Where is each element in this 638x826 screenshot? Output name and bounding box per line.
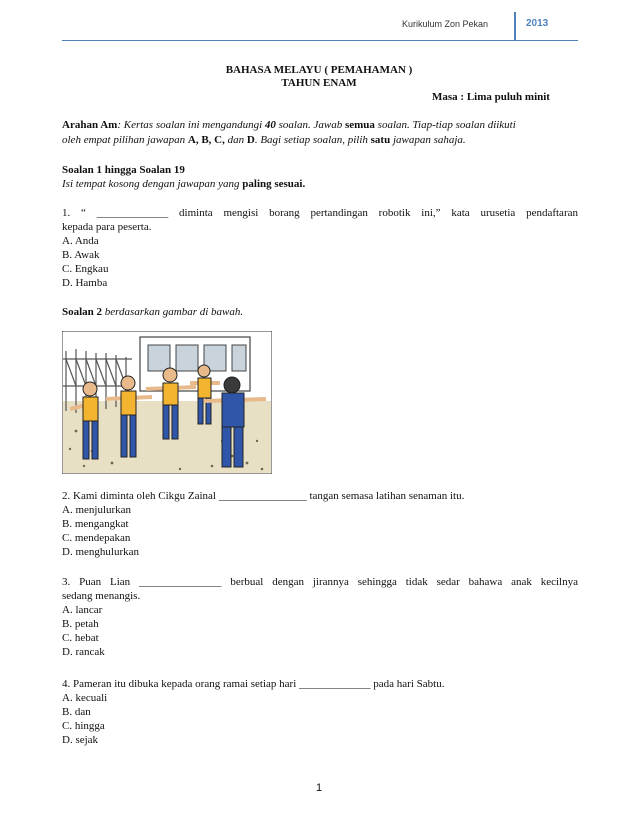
q4-option-d: D. sejak (62, 734, 99, 746)
instructions-label: Arahan Am (62, 119, 118, 131)
q2-option-a: A. menjulurkan (62, 504, 132, 516)
question-4-text: 4. Pameran itu dibuka kepada orang ramai setiap hari _____________ pada hari Sabtu. (62, 678, 445, 690)
q2-option-d: D. menghulurkan (62, 546, 139, 558)
section-title: Soalan 1 hingga Soalan 19 (62, 164, 185, 176)
title-time: Masa : Lima puluh minit (432, 91, 550, 103)
q4-option-b: B. dan (62, 706, 91, 718)
instructions-line-1: Arahan Am: Kertas soalan ini mengandungi 40 soalan. Jawab semua soalan. Tiap-tiap soalan diikuti (62, 119, 516, 131)
q1-option-c: C. Engkau (62, 263, 109, 275)
q3-option-a: A. lancar (62, 604, 103, 616)
q1-option-d: D. Hamba (62, 277, 108, 289)
exercise-illustration (62, 331, 272, 474)
q3-option-c: C. hebat (62, 632, 99, 644)
header-divider (514, 12, 516, 40)
header-school: Kurikulum Zon Pekan (402, 19, 489, 29)
q4-option-a: A. kecuali (62, 692, 108, 704)
header-rule (62, 40, 578, 41)
q2-option-c: C. mendepakan (62, 532, 131, 544)
q1-option-b: B. Awak (62, 249, 100, 261)
q4-option-c: C. hingga (62, 720, 105, 732)
exercise-illustration-svg (62, 331, 272, 474)
q3-option-d: D. rancak (62, 646, 105, 658)
section-subtitle: Isi tempat kosong dengan jawapan yang paling sesuai. (62, 178, 306, 190)
question-1-text-cont: kepada para peserta. (62, 221, 152, 233)
question-3-text: 3. Puan Lian _______________ berbual dengan jirannya sehingga tidak sedar bahawa anak kecilnya (62, 576, 578, 588)
q1-option-a: A. Anda (62, 235, 99, 247)
q3-option-b: B. petah (62, 618, 99, 630)
question-2-text: 2. Kami diminta oleh Cikgu Zainal ________________ tangan semasa latihan senaman itu. (62, 490, 465, 502)
question-2-intro: Soalan 2 berdasarkan gambar di bawah. (62, 306, 244, 318)
header-year: 2013 (526, 18, 549, 29)
instructions-line-2: oleh empat pilihan jawapan A, B, C, dan D. Bagi setiap soalan, pilih satu jawapan sahaja. (62, 134, 466, 146)
page-number: 1 (315, 782, 323, 794)
q2-option-b: B. mengangkat (62, 518, 129, 530)
question-1-text: 1. “ _____________ diminta mengisi borang pertandingan robotik ini,” kata urusetia pendaftaran (62, 207, 578, 219)
title-subject: BAHASA MELAYU ( PEMAHAMAN ) (225, 64, 413, 76)
question-3-text-cont: sedang menangis. (62, 590, 141, 602)
title-level: TAHUN ENAM (281, 77, 357, 89)
